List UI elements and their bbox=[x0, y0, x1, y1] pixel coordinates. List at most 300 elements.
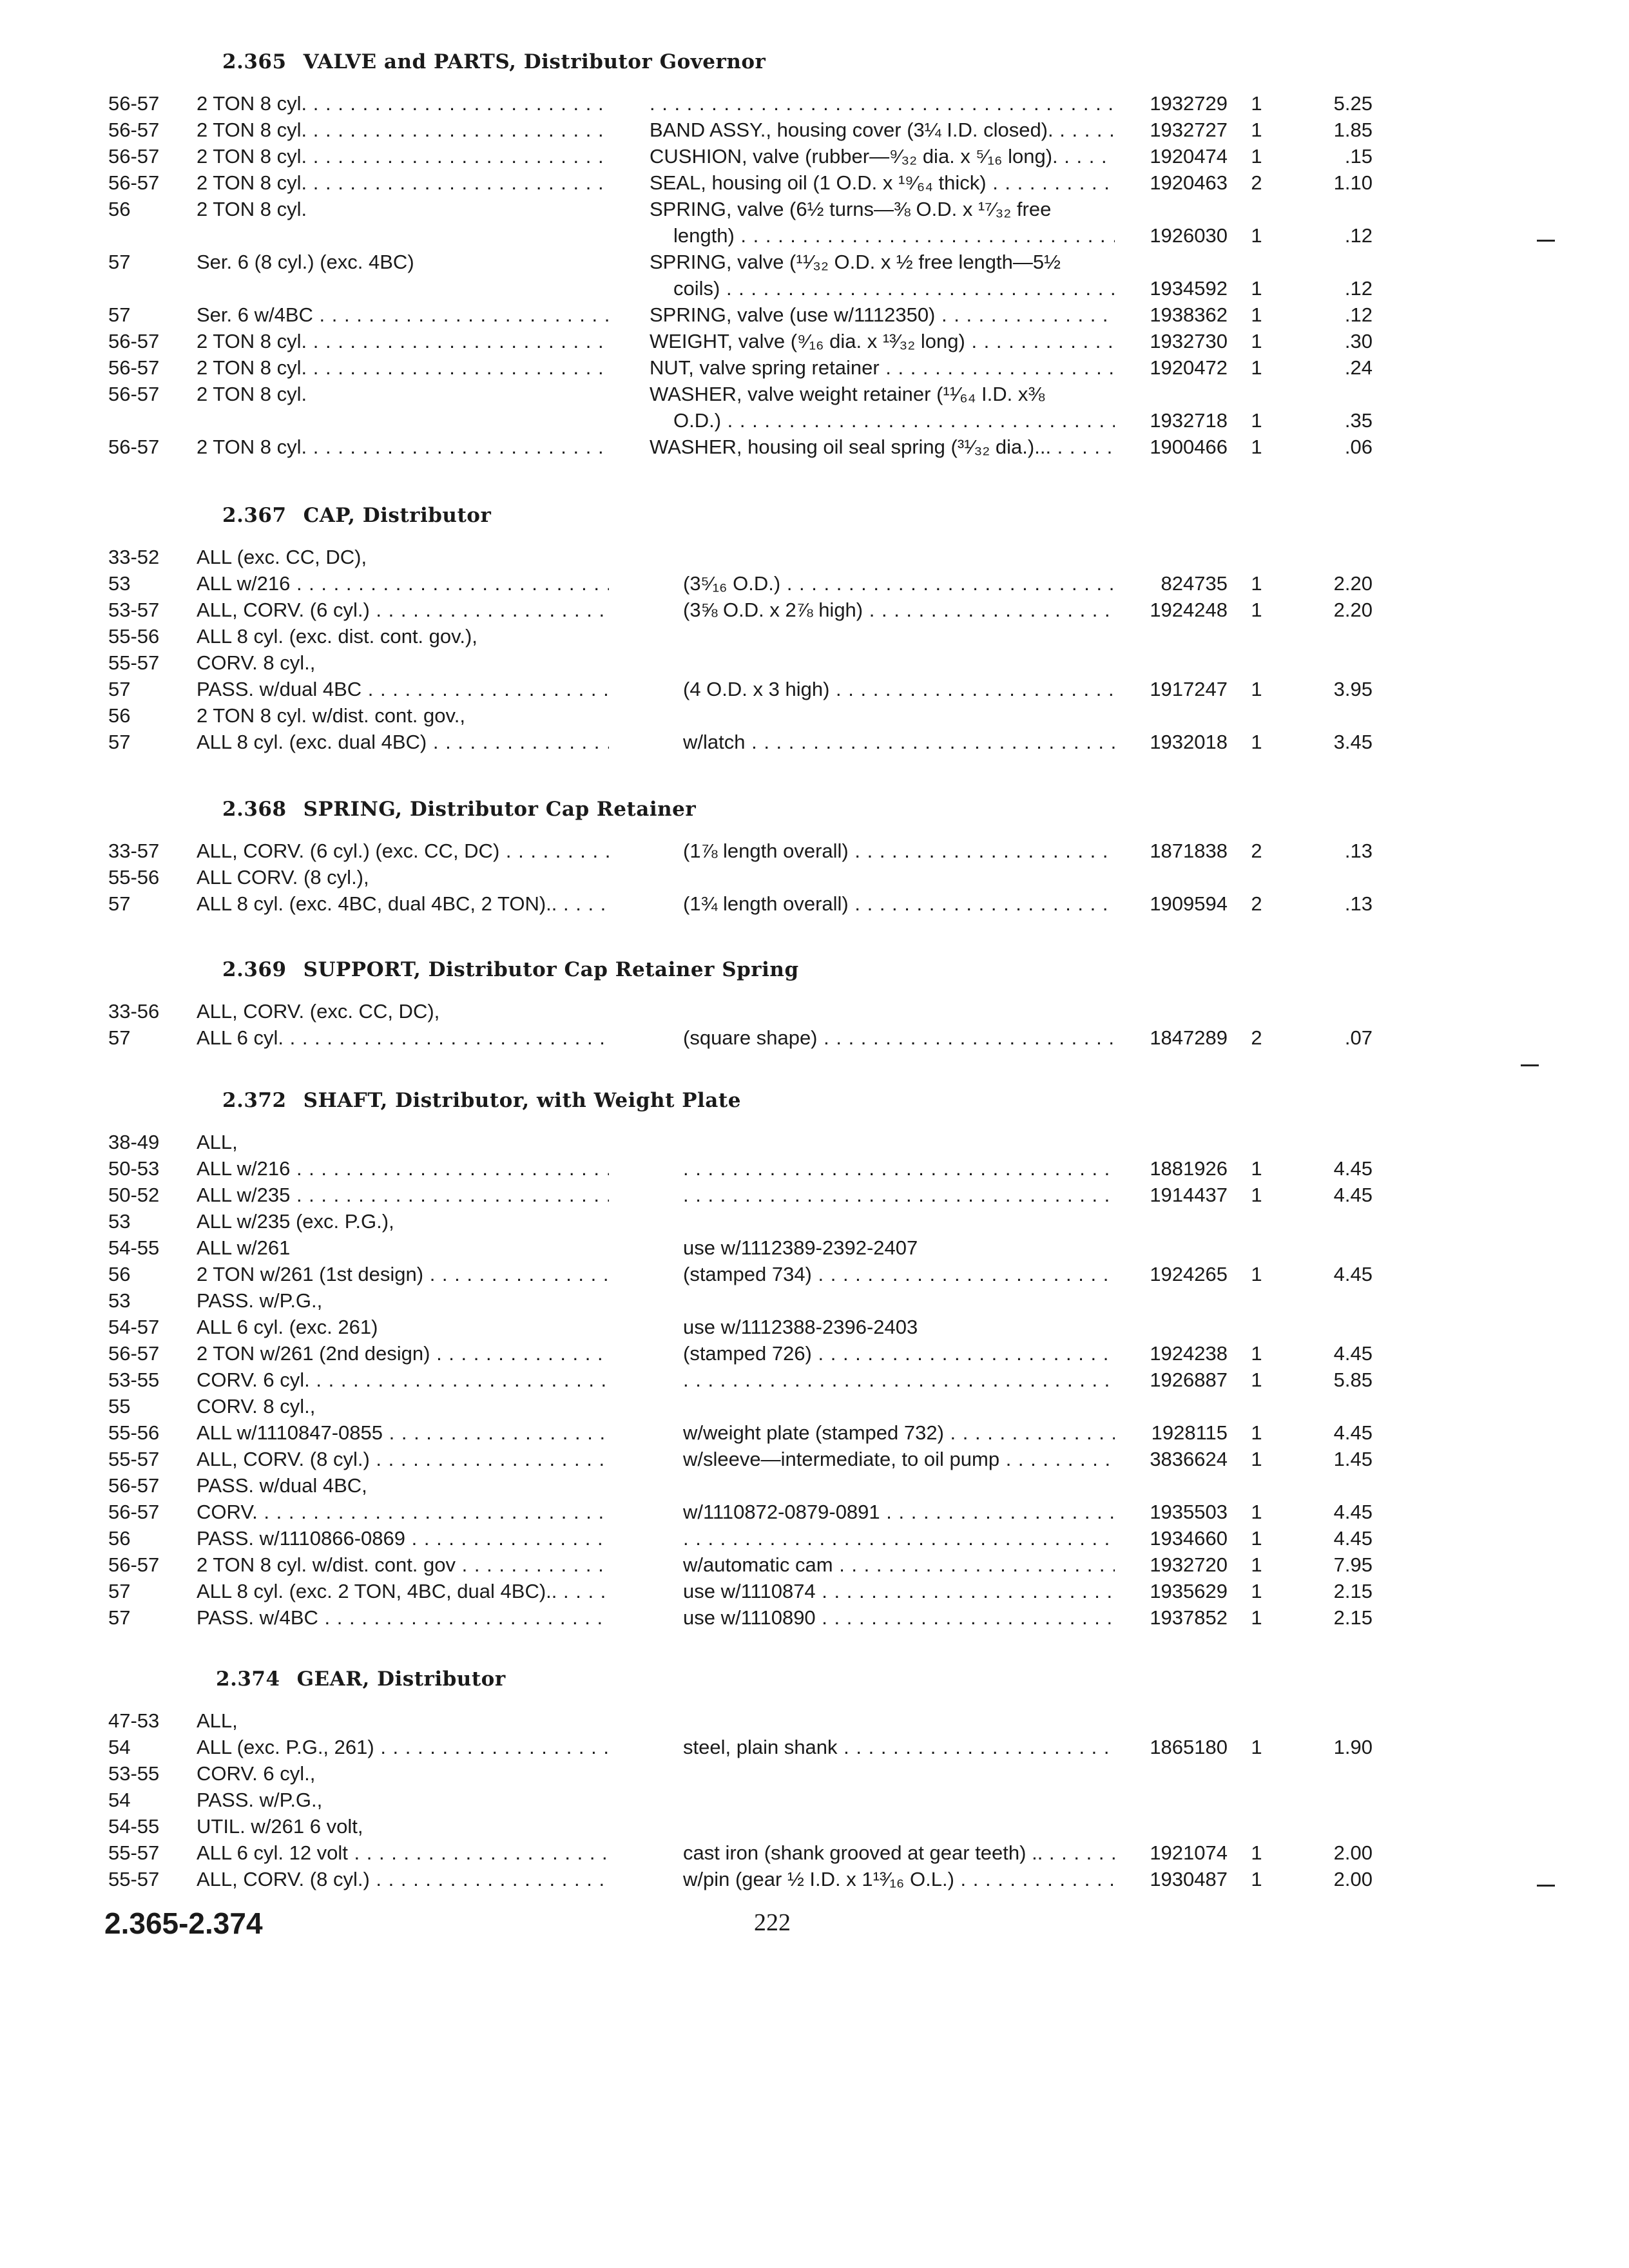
description-cell: use w/1112388-2396-2403 bbox=[683, 1316, 918, 1338]
part-number-cell: 1847289 bbox=[1150, 1026, 1228, 1049]
price-cell: 5.25 bbox=[1333, 92, 1373, 115]
table-row bbox=[0, 1393, 1629, 1419]
quantity-cell: 1 bbox=[1251, 409, 1262, 432]
model-cell: ALL w/235 . . . bbox=[197, 1182, 609, 1208]
price-cell: 2.00 bbox=[1333, 1841, 1373, 1864]
price-cell: .06 bbox=[1344, 436, 1373, 458]
section-title-text: CAP, Distributor bbox=[303, 504, 492, 527]
description-cell: (square shape) . . . bbox=[683, 1024, 1115, 1051]
description-cell: SPRING, valve (6½ turns—⅜ O.D. x ¹⁷⁄₃₂ free bbox=[650, 198, 1052, 220]
description-cell: w/pin (gear ½ I.D. x 1¹³⁄₁₆ O.L.) . . . bbox=[683, 1866, 1115, 1892]
model-cell: ALL 8 cyl. (exc. 4BC, dual 4BC, 2 TON).. . . . bbox=[197, 890, 609, 917]
quantity-cell: 1 bbox=[1251, 1342, 1262, 1365]
price-cell: 7.95 bbox=[1333, 1553, 1373, 1576]
part-number-cell: 1934592 bbox=[1150, 277, 1228, 300]
model-cell: PASS. w/P.G., bbox=[197, 1789, 323, 1811]
years-cell: 56-57 bbox=[108, 1474, 160, 1497]
model-cell: UTIL. w/261 6 volt, bbox=[197, 1815, 363, 1838]
description-cell: WASHER, housing oil seal spring (³¹⁄₃₂ dia.)... . . . bbox=[650, 434, 1115, 460]
price-cell: .12 bbox=[1344, 224, 1373, 247]
years-cell: 57 bbox=[108, 251, 131, 273]
model-cell: ALL (exc. P.G., 261) . . . bbox=[197, 1734, 609, 1760]
model-cell: PASS. w/4BC . . . bbox=[197, 1604, 609, 1631]
years-cell: 56-57 bbox=[108, 383, 160, 405]
table-row bbox=[0, 649, 1629, 676]
model-cell: ALL w/1110847-0855 . . . bbox=[197, 1419, 609, 1446]
model-cell: ALL, CORV. (6 cyl.) . . . bbox=[197, 597, 609, 623]
years-cell: 56-57 bbox=[108, 92, 160, 115]
table-row bbox=[0, 222, 1629, 249]
table-row bbox=[0, 1446, 1629, 1472]
description-cell: w/1110872-0879-0891 . . . bbox=[683, 1499, 1115, 1525]
years-cell: 57 bbox=[108, 1606, 131, 1629]
description-cell: BAND ASSY., housing cover (3¼ I.D. closed). . . . bbox=[650, 117, 1115, 143]
price-cell: .12 bbox=[1344, 303, 1373, 326]
description-cell bbox=[683, 1367, 1115, 1393]
price-cell: 1.90 bbox=[1333, 1736, 1373, 1758]
model-cell: PASS. w/1110866-0869 . . . bbox=[197, 1525, 609, 1552]
description-cell: (1¾ length overall) . . . bbox=[683, 890, 1115, 917]
model-cell: ALL 6 cyl. (exc. 261) bbox=[197, 1316, 378, 1338]
quantity-cell: 1 bbox=[1251, 303, 1262, 326]
part-number-cell: 1926030 bbox=[1150, 224, 1228, 247]
part-number-cell: 1924265 bbox=[1150, 1263, 1228, 1285]
description-cell bbox=[683, 1155, 1115, 1182]
description-cell: (1⅞ length overall) . . . bbox=[683, 838, 1115, 864]
model-cell: 2 TON 8 cyl. . . . bbox=[197, 143, 609, 169]
description-cell: use w/1110890 . . . bbox=[683, 1604, 1115, 1631]
years-cell: 57 bbox=[108, 678, 131, 700]
description-cell: WASHER, valve weight retainer (¹¹⁄₆₄ I.D. x⅜ bbox=[650, 383, 1045, 405]
price-cell: .24 bbox=[1344, 356, 1373, 379]
quantity-cell: 1 bbox=[1251, 330, 1262, 352]
description-cell: use w/1112389-2392-2407 bbox=[683, 1236, 918, 1259]
table-row bbox=[0, 302, 1629, 328]
table-row bbox=[0, 676, 1629, 702]
description-cell: cast iron (shank grooved at gear teeth) .. . . . bbox=[683, 1840, 1115, 1866]
quantity-cell: 1 bbox=[1251, 1841, 1262, 1864]
model-cell: Ser. 6 (8 cyl.) (exc. 4BC) bbox=[197, 251, 414, 273]
model-cell: 2 TON 8 cyl. . . . bbox=[197, 90, 609, 117]
table-row bbox=[0, 328, 1629, 354]
section-title-text: SHAFT, Distributor, with Weight Plate bbox=[303, 1089, 741, 1112]
years-cell: 33-56 bbox=[108, 1000, 160, 1023]
table-row bbox=[0, 90, 1629, 117]
part-number-cell: 3836624 bbox=[1150, 1448, 1228, 1470]
quantity-cell: 2 bbox=[1251, 1026, 1262, 1049]
years-cell: 57 bbox=[108, 1026, 131, 1049]
quantity-cell: 1 bbox=[1251, 572, 1262, 595]
part-number-cell: 1932730 bbox=[1150, 330, 1228, 352]
description-cell: w/latch . . . bbox=[683, 729, 1115, 755]
section-title bbox=[222, 50, 766, 73]
table-row bbox=[0, 1604, 1629, 1631]
table-row bbox=[0, 1367, 1629, 1393]
description-cell bbox=[683, 1182, 1115, 1208]
part-number-cell: 1924238 bbox=[1150, 1342, 1228, 1365]
part-number-cell: 1917247 bbox=[1150, 678, 1228, 700]
price-cell: 2.20 bbox=[1333, 599, 1373, 621]
price-cell: 2.15 bbox=[1333, 1606, 1373, 1629]
years-cell: 53 bbox=[108, 572, 131, 595]
section-title bbox=[222, 504, 491, 527]
price-cell: 3.45 bbox=[1333, 731, 1373, 753]
table-row bbox=[0, 702, 1629, 729]
quantity-cell: 1 bbox=[1251, 436, 1262, 458]
model-cell: 2 TON 8 cyl. . . . bbox=[197, 434, 609, 460]
model-cell: ALL w/235 (exc. P.G.), bbox=[197, 1210, 394, 1233]
quantity-cell: 1 bbox=[1251, 1369, 1262, 1391]
section-number: 2.374 bbox=[216, 1667, 280, 1691]
part-number-cell: 1900466 bbox=[1150, 436, 1228, 458]
part-number-cell: 1920472 bbox=[1150, 356, 1228, 379]
quantity-cell: 1 bbox=[1251, 92, 1262, 115]
quantity-cell: 1 bbox=[1251, 1868, 1262, 1890]
quantity-cell: 1 bbox=[1251, 1263, 1262, 1285]
price-cell: 2.00 bbox=[1333, 1868, 1373, 1890]
part-number-cell: 1914437 bbox=[1150, 1184, 1228, 1206]
description-cell: CUSHION, valve (rubber—⁹⁄₃₂ dia. x ⁵⁄₁₆ long). . . . bbox=[650, 143, 1115, 169]
section-title-text: VALVE and PARTS, Distributor Governor bbox=[303, 50, 766, 73]
years-cell: 57 bbox=[108, 303, 131, 326]
quantity-cell: 1 bbox=[1251, 599, 1262, 621]
price-cell: 4.45 bbox=[1333, 1157, 1373, 1180]
margin-mark bbox=[1537, 240, 1555, 242]
margin-mark bbox=[1537, 1885, 1555, 1887]
table-row bbox=[0, 1182, 1629, 1208]
description-cell bbox=[650, 90, 1115, 117]
years-cell: 56-57 bbox=[108, 145, 160, 168]
model-cell: 2 TON 8 cyl. . . . bbox=[197, 328, 609, 354]
price-cell: 1.45 bbox=[1333, 1448, 1373, 1470]
part-number-cell: 1881926 bbox=[1150, 1157, 1228, 1180]
model-cell: CORV. 8 cyl., bbox=[197, 651, 316, 674]
price-cell: 4.45 bbox=[1333, 1184, 1373, 1206]
years-cell: 33-52 bbox=[108, 546, 160, 568]
description-cell: SPRING, valve (¹¹⁄₃₂ O.D. x ½ free length—5½ bbox=[650, 251, 1061, 273]
years-cell: 55-57 bbox=[108, 651, 160, 674]
part-number-cell: 1935629 bbox=[1150, 1580, 1228, 1602]
model-cell: ALL w/261 bbox=[197, 1236, 291, 1259]
table-row bbox=[0, 275, 1629, 302]
quantity-cell: 1 bbox=[1251, 1184, 1262, 1206]
table-row bbox=[0, 1314, 1629, 1340]
model-cell: 2 TON 8 cyl. w/dist. cont. gov., bbox=[197, 704, 465, 727]
table-row bbox=[0, 1419, 1629, 1446]
price-cell: .12 bbox=[1344, 277, 1373, 300]
price-cell: 4.45 bbox=[1333, 1421, 1373, 1444]
table-row bbox=[0, 1499, 1629, 1525]
years-cell: 56-57 bbox=[108, 356, 160, 379]
years-cell: 54-57 bbox=[108, 1316, 160, 1338]
years-cell: 56-57 bbox=[108, 1501, 160, 1523]
table-row bbox=[0, 1024, 1629, 1051]
quantity-cell: 1 bbox=[1251, 277, 1262, 300]
quantity-cell: 2 bbox=[1251, 840, 1262, 862]
price-cell: 4.45 bbox=[1333, 1501, 1373, 1523]
quantity-cell: 2 bbox=[1251, 892, 1262, 915]
table-row bbox=[0, 1578, 1629, 1604]
years-cell: 55-56 bbox=[108, 625, 160, 648]
description-cell: use w/1110874 . . . bbox=[683, 1578, 1115, 1604]
description-cell: (3⁵⁄₁₆ O.D.) . . . bbox=[683, 570, 1115, 597]
description-cell: w/weight plate (stamped 732) . . . bbox=[683, 1419, 1115, 1446]
model-cell: 2 TON w/261 (2nd design) . . . bbox=[197, 1340, 609, 1367]
years-cell: 56 bbox=[108, 704, 131, 727]
model-cell: CORV. . . . bbox=[197, 1499, 609, 1525]
model-cell: ALL, bbox=[197, 1131, 238, 1153]
part-number-cell: 824735 bbox=[1161, 572, 1228, 595]
description-cell: (stamped 734) . . . bbox=[683, 1261, 1115, 1287]
table-row bbox=[0, 1340, 1629, 1367]
price-cell: .13 bbox=[1344, 892, 1373, 915]
model-cell: ALL, bbox=[197, 1709, 238, 1732]
table-row bbox=[0, 249, 1629, 275]
model-cell: CORV. 6 cyl. . . . bbox=[197, 1367, 609, 1393]
table-row bbox=[0, 117, 1629, 143]
model-cell: 2 TON 8 cyl. bbox=[197, 198, 307, 220]
model-cell: ALL w/216 . . . bbox=[197, 570, 609, 597]
table-row bbox=[0, 169, 1629, 196]
price-cell: 1.85 bbox=[1333, 119, 1373, 141]
years-cell: 54 bbox=[108, 1789, 131, 1811]
quantity-cell: 1 bbox=[1251, 1448, 1262, 1470]
table-row bbox=[0, 1155, 1629, 1182]
years-cell: 53-55 bbox=[108, 1369, 160, 1391]
quantity-cell: 1 bbox=[1251, 1421, 1262, 1444]
part-number-cell: 1938362 bbox=[1150, 303, 1228, 326]
model-cell: ALL, CORV. (exc. CC, DC), bbox=[197, 1000, 440, 1023]
model-cell: 2 TON 8 cyl. . . . bbox=[197, 354, 609, 381]
quantity-cell: 1 bbox=[1251, 1736, 1262, 1758]
model-cell: ALL CORV. (8 cyl.), bbox=[197, 866, 369, 889]
section-title-text: SUPPORT, Distributor Cap Retainer Spring bbox=[303, 958, 799, 981]
table-row bbox=[0, 1707, 1629, 1734]
part-number-cell: 1932727 bbox=[1150, 119, 1228, 141]
years-cell: 56-57 bbox=[108, 1553, 160, 1576]
section-number: 2.367 bbox=[222, 504, 287, 527]
years-cell: 56-57 bbox=[108, 436, 160, 458]
years-cell: 53 bbox=[108, 1289, 131, 1312]
years-cell: 55 bbox=[108, 1395, 131, 1418]
price-cell: .35 bbox=[1344, 409, 1373, 432]
quantity-cell: 1 bbox=[1251, 224, 1262, 247]
table-row bbox=[0, 1787, 1629, 1813]
model-cell: PASS. w/dual 4BC, bbox=[197, 1474, 367, 1497]
description-cell bbox=[683, 1525, 1115, 1552]
description-cell: (stamped 726) . . . bbox=[683, 1340, 1115, 1367]
model-cell: ALL 8 cyl. (exc. dual 4BC) . . . bbox=[197, 729, 609, 755]
table-row bbox=[0, 890, 1629, 917]
table-row bbox=[0, 570, 1629, 597]
table-row bbox=[0, 196, 1629, 222]
price-cell: 5.85 bbox=[1333, 1369, 1373, 1391]
quantity-cell: 1 bbox=[1251, 356, 1262, 379]
part-number-cell: 1934660 bbox=[1150, 1527, 1228, 1550]
table-row bbox=[0, 729, 1629, 755]
description-cell: w/sleeve—intermediate, to oil pump . . . bbox=[683, 1446, 1115, 1472]
table-row bbox=[0, 381, 1629, 407]
price-cell: .13 bbox=[1344, 840, 1373, 862]
description-cell: (4 O.D. x 3 high) . . . bbox=[683, 676, 1115, 702]
part-number-cell: 1924248 bbox=[1150, 599, 1228, 621]
quantity-cell: 1 bbox=[1251, 1606, 1262, 1629]
model-cell: ALL, CORV. (8 cyl.) . . . bbox=[197, 1446, 609, 1472]
model-cell: Ser. 6 w/4BC . . . bbox=[197, 302, 609, 328]
model-cell: 2 TON w/261 (1st design) . . . bbox=[197, 1261, 609, 1287]
quantity-cell: 1 bbox=[1251, 1501, 1262, 1523]
years-cell: 56 bbox=[108, 198, 131, 220]
part-number-cell: 1930487 bbox=[1150, 1868, 1228, 1890]
part-number-cell: 1937852 bbox=[1150, 1606, 1228, 1629]
model-cell: ALL 6 cyl. . . . bbox=[197, 1024, 609, 1051]
model-cell: 2 TON 8 cyl. . . . bbox=[197, 169, 609, 196]
section-number: 2.365 bbox=[222, 50, 287, 73]
section-title bbox=[222, 798, 696, 821]
table-row bbox=[0, 1552, 1629, 1578]
table-row bbox=[0, 864, 1629, 890]
section-title-text: SPRING, Distributor Cap Retainer bbox=[303, 798, 697, 821]
table-row bbox=[0, 1472, 1629, 1499]
years-cell: 53-55 bbox=[108, 1762, 160, 1785]
years-cell: 57 bbox=[108, 1580, 131, 1602]
quantity-cell: 1 bbox=[1251, 678, 1262, 700]
table-row bbox=[0, 1261, 1629, 1287]
quantity-cell: 1 bbox=[1251, 1157, 1262, 1180]
part-number-cell: 1865180 bbox=[1150, 1736, 1228, 1758]
years-cell: 56-57 bbox=[108, 171, 160, 194]
quantity-cell: 1 bbox=[1251, 731, 1262, 753]
years-cell: 55-56 bbox=[108, 866, 160, 889]
table-row bbox=[0, 407, 1629, 434]
years-cell: 50-52 bbox=[108, 1184, 160, 1206]
years-cell: 56-57 bbox=[108, 119, 160, 141]
quantity-cell: 1 bbox=[1251, 1580, 1262, 1602]
section-number: 2.372 bbox=[222, 1089, 287, 1112]
years-cell: 55-57 bbox=[108, 1841, 160, 1864]
model-cell: ALL 8 cyl. (exc. dist. cont. gov.), bbox=[197, 625, 477, 648]
years-cell: 56-57 bbox=[108, 330, 160, 352]
model-cell: ALL 8 cyl. (exc. 2 TON, 4BC, dual 4BC).. . . . bbox=[197, 1578, 609, 1604]
part-number-cell: 1932729 bbox=[1150, 92, 1228, 115]
years-cell: 38-49 bbox=[108, 1131, 160, 1153]
years-cell: 53 bbox=[108, 1210, 131, 1233]
model-cell: PASS. w/dual 4BC . . . bbox=[197, 676, 609, 702]
part-number-cell: 1932718 bbox=[1150, 409, 1228, 432]
years-cell: 55-57 bbox=[108, 1448, 160, 1470]
table-row bbox=[0, 998, 1629, 1024]
price-cell: 3.95 bbox=[1333, 678, 1373, 700]
model-cell: ALL 6 cyl. 12 volt . . . bbox=[197, 1840, 609, 1866]
description-cell: WEIGHT, valve (⁹⁄₁₆ dia. x ¹³⁄₃₂ long) . . . bbox=[650, 328, 1115, 354]
part-number-cell: 1920474 bbox=[1150, 145, 1228, 168]
price-cell: .15 bbox=[1344, 145, 1373, 168]
part-number-cell: 1932720 bbox=[1150, 1553, 1228, 1576]
table-row bbox=[0, 1235, 1629, 1261]
table-row bbox=[0, 1287, 1629, 1314]
table-row bbox=[0, 1208, 1629, 1235]
quantity-cell: 1 bbox=[1251, 1527, 1262, 1550]
description-cell: steel, plain shank . . . bbox=[683, 1734, 1115, 1760]
table-row bbox=[0, 597, 1629, 623]
price-cell: .30 bbox=[1344, 330, 1373, 352]
part-number-cell: 1932018 bbox=[1150, 731, 1228, 753]
table-row bbox=[0, 1760, 1629, 1787]
table-row bbox=[0, 623, 1629, 649]
part-number-cell: 1920463 bbox=[1150, 171, 1228, 194]
part-number-cell: 1928115 bbox=[1151, 1421, 1228, 1444]
table-row bbox=[0, 1813, 1629, 1840]
description-cell: w/automatic cam . . . bbox=[683, 1552, 1115, 1578]
price-cell: 4.45 bbox=[1333, 1527, 1373, 1550]
model-cell: ALL, CORV. (8 cyl.) . . . bbox=[197, 1866, 609, 1892]
price-cell: .07 bbox=[1344, 1026, 1373, 1049]
model-cell: 2 TON 8 cyl. bbox=[197, 383, 307, 405]
years-cell: 57 bbox=[108, 892, 131, 915]
description-cell: O.D.) . . . bbox=[673, 407, 1115, 434]
section-number: 2.368 bbox=[222, 798, 287, 821]
years-cell: 57 bbox=[108, 731, 131, 753]
years-cell: 47-53 bbox=[108, 1709, 160, 1732]
table-row bbox=[0, 143, 1629, 169]
description-cell: SPRING, valve (use w/1112350) . . . bbox=[650, 302, 1115, 328]
table-row bbox=[0, 1866, 1629, 1892]
price-cell: 4.45 bbox=[1333, 1342, 1373, 1365]
model-cell: CORV. 8 cyl., bbox=[197, 1395, 316, 1418]
description-cell: (3⅝ O.D. x 2⅞ high) . . . bbox=[683, 597, 1115, 623]
years-cell: 56 bbox=[108, 1527, 131, 1550]
description-cell: length) . . . bbox=[673, 222, 1115, 249]
section-title-text: GEAR, Distributor bbox=[296, 1667, 506, 1691]
table-row bbox=[0, 434, 1629, 460]
table-row bbox=[0, 1129, 1629, 1155]
part-number-cell: 1871838 bbox=[1150, 840, 1228, 862]
years-cell: 56-57 bbox=[108, 1342, 160, 1365]
description-cell: NUT, valve spring retainer . . . bbox=[650, 354, 1115, 381]
years-cell: 56 bbox=[108, 1263, 131, 1285]
quantity-cell: 1 bbox=[1251, 119, 1262, 141]
section-title bbox=[222, 958, 799, 981]
table-row bbox=[0, 1840, 1629, 1866]
table-row bbox=[0, 838, 1629, 864]
page-range-label: 2.365-2.374 bbox=[104, 1907, 263, 1940]
model-cell: ALL w/216 . . . bbox=[197, 1155, 609, 1182]
margin-mark bbox=[1521, 1064, 1539, 1066]
model-cell: 2 TON 8 cyl. w/dist. cont. gov . . . bbox=[197, 1552, 609, 1578]
years-cell: 55-57 bbox=[108, 1868, 160, 1890]
part-number-cell: 1909594 bbox=[1150, 892, 1228, 915]
quantity-cell: 1 bbox=[1251, 145, 1262, 168]
price-cell: 2.20 bbox=[1333, 572, 1373, 595]
years-cell: 33-57 bbox=[108, 840, 160, 862]
section-number: 2.369 bbox=[222, 958, 287, 981]
years-cell: 54-55 bbox=[108, 1236, 160, 1259]
table-row bbox=[0, 544, 1629, 570]
section-title bbox=[216, 1667, 506, 1691]
part-number-cell: 1935503 bbox=[1150, 1501, 1228, 1523]
price-cell: 2.15 bbox=[1333, 1580, 1373, 1602]
table-row bbox=[0, 354, 1629, 381]
model-cell: PASS. w/P.G., bbox=[197, 1289, 323, 1312]
table-row bbox=[0, 1525, 1629, 1552]
description-cell: SEAL, housing oil (1 O.D. x ¹⁹⁄₆₄ thick) . . . bbox=[650, 169, 1115, 196]
description-cell: coils) . . . bbox=[673, 275, 1115, 302]
part-number-cell: 1926887 bbox=[1150, 1369, 1228, 1391]
model-cell: 2 TON 8 cyl. . . . bbox=[197, 117, 609, 143]
price-cell: 4.45 bbox=[1333, 1263, 1373, 1285]
years-cell: 54-55 bbox=[108, 1815, 160, 1838]
quantity-cell: 2 bbox=[1251, 171, 1262, 194]
